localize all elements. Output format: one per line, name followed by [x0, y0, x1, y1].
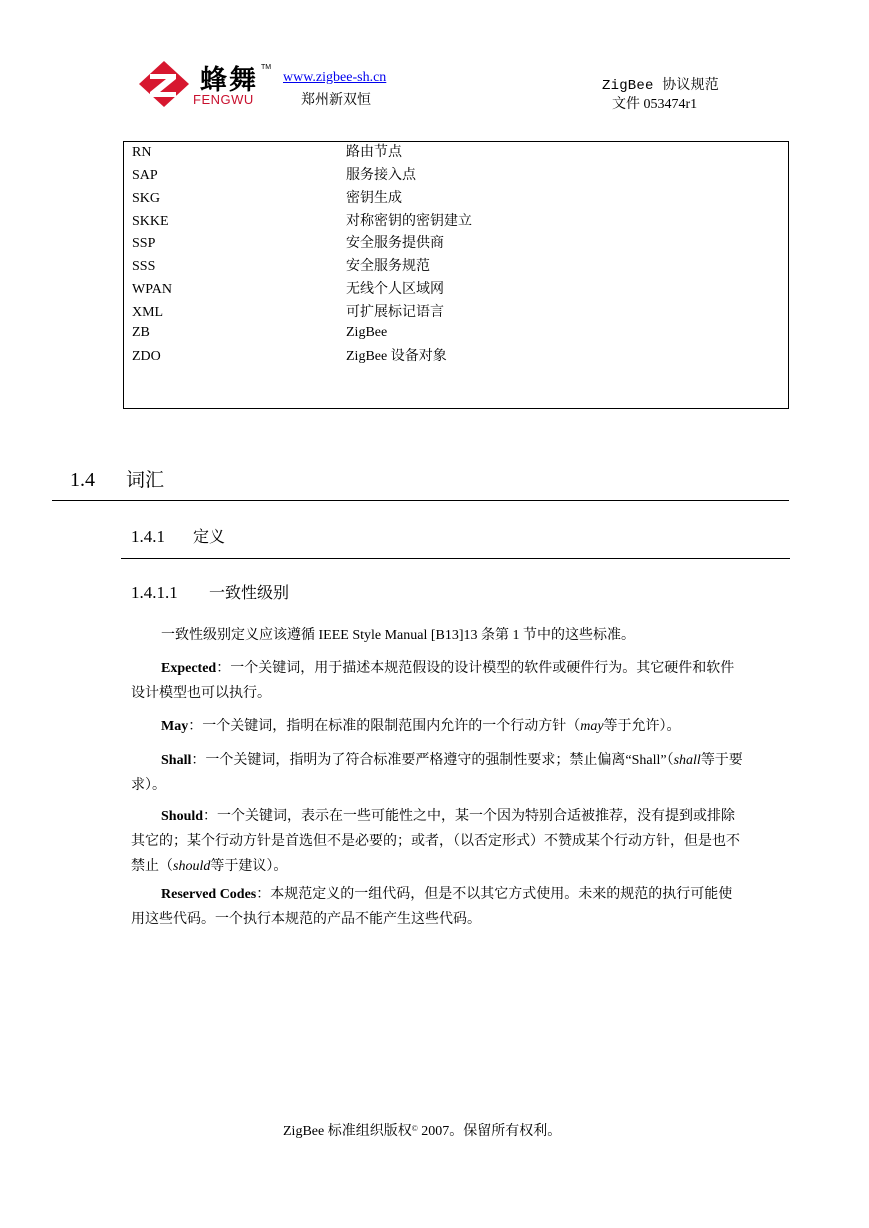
- abbreviation-definition: 安全服务规范: [346, 259, 430, 274]
- abbreviation-term: SSP: [132, 236, 156, 251]
- abbreviation-term: SKKE: [132, 214, 169, 229]
- abbreviation-definition: 安全服务提供商: [346, 236, 444, 251]
- heading-number: 1.4.1: [131, 527, 165, 546]
- page-footer: [283, 1120, 561, 1140]
- abbreviation-term: ZB: [132, 325, 150, 340]
- document-number: 文件 053474r1: [612, 97, 698, 112]
- copyright-mark: ©: [411, 1124, 418, 1133]
- italic-term: should: [173, 859, 211, 874]
- heading-title: 定义: [193, 527, 226, 546]
- abbreviation-term: ZDO: [132, 349, 161, 364]
- paragraph-text: ：一个关键词，表示在一些可能性之中，某一个因为特别合适被推荐，没有提到或排除其它的；某个行动方针是首选但不是必要的；或者，（以否定形式）不赞成某个行动方针，但是也不禁止（: [131, 809, 740, 874]
- heading-number: 1.4.1.1: [131, 583, 178, 602]
- heading-1-4-1-1: [131, 580, 289, 603]
- abbreviation-term: SAP: [132, 168, 158, 183]
- paragraph-intro: [131, 623, 743, 648]
- abbreviation-definition: 服务接入点: [346, 168, 416, 183]
- paragraph-shall: [131, 748, 743, 798]
- italic-term: shall: [673, 753, 701, 768]
- paragraph-should: [131, 804, 743, 879]
- abbreviation-term: WPAN: [132, 282, 172, 297]
- heading-1-4: [70, 465, 164, 492]
- keyword-term: Reserved Codes: [161, 887, 257, 902]
- keyword-term: Expected: [161, 661, 217, 676]
- heading-1-4-1: [131, 524, 225, 547]
- abbreviation-definition: 无线个人区域网: [346, 282, 444, 297]
- paragraph-text: 等于允许）。: [603, 719, 681, 734]
- italic-term: may: [580, 719, 604, 734]
- paragraph-text: ：本规范定义的一组代码，但是不以其它方式使用。未来的规范的执行可能使用这些代码。一个执行本规范的产品不能产生这些代码。: [131, 887, 733, 927]
- fengwu-logo-icon: [138, 60, 190, 108]
- trademark-mark: TM: [261, 64, 272, 71]
- abbreviation-definition: ZigBee: [346, 325, 388, 340]
- website-link[interactable]: www.zigbee-sh.cn: [283, 70, 387, 85]
- document-title: ZigBee 协议规范: [602, 78, 720, 94]
- keyword-term: May: [161, 719, 189, 734]
- keyword-term: Shall: [161, 753, 192, 768]
- abbreviation-term: SSS: [132, 259, 156, 274]
- heading-title: 一致性级别: [209, 583, 290, 602]
- abbreviation-term: SKG: [132, 191, 161, 206]
- heading-divider: [52, 500, 789, 501]
- heading-title: 词汇: [126, 469, 165, 491]
- abbreviation-definition: 密钥生成: [346, 191, 402, 206]
- abbreviation-definition: 可扩展标记语言: [346, 305, 444, 320]
- paragraph-text: 等于建议）。: [210, 859, 288, 874]
- paragraph-text: ：一个关键词，用于描述本规范假设的设计模型的软件或硬件行为。其它硬件和软件设计模型也可以执行。: [131, 661, 735, 701]
- abbreviation-term: XML: [132, 305, 164, 320]
- paragraph-reserved-codes: [131, 882, 743, 932]
- paragraph-expected: [131, 656, 743, 706]
- keyword-term: Should: [161, 809, 204, 824]
- heading-number: 1.4: [70, 469, 95, 491]
- footer-text: ZigBee 标准组织版权: [283, 1124, 412, 1139]
- brand-name-en: FENGWU: [193, 92, 254, 107]
- paragraph-text: ：一个关键词，指明为了符合标准要严格遵守的强制性要求；禁止偏离“Shall”（: [191, 753, 674, 768]
- company-name: 郑州新双恒: [301, 93, 371, 108]
- paragraph-may: [131, 714, 743, 739]
- brand-name-cn: 蜂舞: [200, 65, 258, 96]
- paragraph-text: 一致性级别定义应该遵循 IEEE Style Manual [B13]13 条第 1 节中的这些标准。: [161, 628, 636, 643]
- abbreviation-table: [123, 141, 789, 409]
- abbreviation-definition: ZigBee 设备对象: [346, 349, 447, 364]
- footer-text: 2007。保留所有权利。: [417, 1124, 562, 1139]
- paragraph-text: 等于要求）。: [131, 753, 743, 793]
- abbreviation-term: RN: [132, 145, 152, 160]
- abbreviation-definition: 路由节点: [346, 145, 402, 160]
- paragraph-text: ：一个关键词，指明在标准的限制范围内允许的一个行动方针（: [188, 719, 581, 734]
- heading-divider: [121, 558, 790, 559]
- abbreviation-definition: 对称密钥的密钥建立: [346, 214, 472, 229]
